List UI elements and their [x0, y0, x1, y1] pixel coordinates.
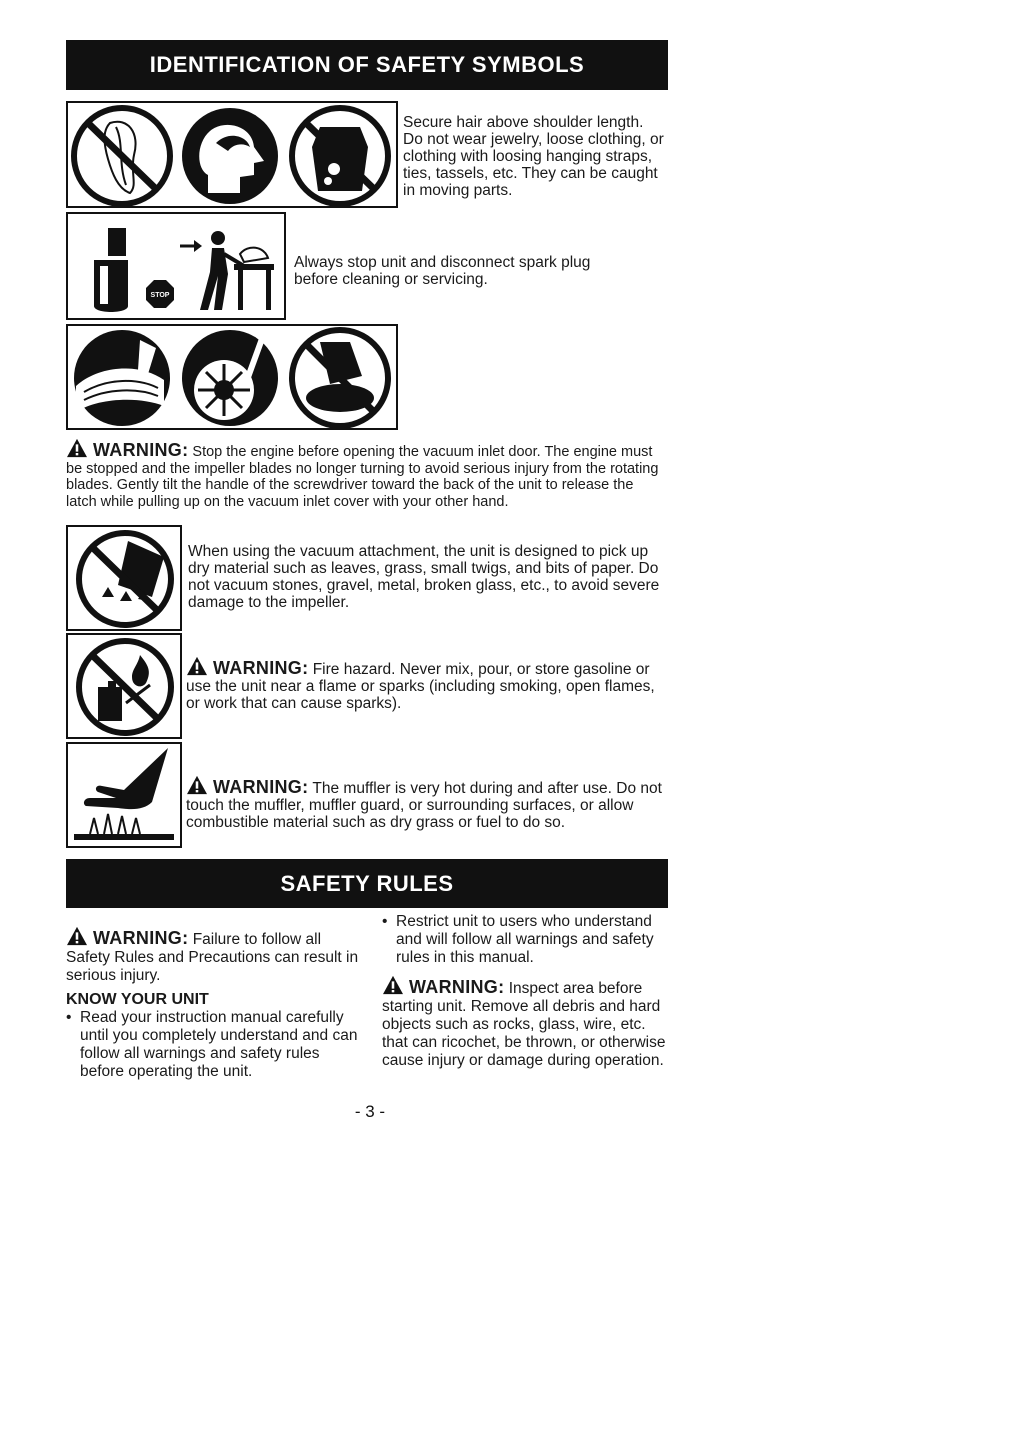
rules-warning-text: Failure to follow all Safety Rules and Precautions can result in serious injury.	[66, 931, 359, 984]
inspect-warning	[382, 975, 672, 1070]
no-jewelry-icon	[292, 108, 388, 204]
bullet-read-manual: • Read your instruction manual carefully until you completely understand and can follow all warnings and safety rules before operating the unit.	[66, 1009, 366, 1081]
warning-triangle-icon	[66, 926, 88, 946]
know-your-unit-heading: KNOW YOUR UNIT	[66, 991, 209, 1008]
stop-sign-label: STOP	[150, 292, 170, 299]
spark-plug-icon	[94, 228, 128, 312]
vacuum-material-box	[66, 525, 182, 631]
warning-label: WARNING:	[213, 658, 309, 678]
warning-label: WARNING:	[93, 928, 189, 948]
inspect-warning-text: Inspect area before starting unit. Remove all debris and hard objects such as rocks, glass, wire, etc. that can ricochet, be thrown, or otherwise cause injury or damage during operation.	[382, 980, 666, 1069]
identification-title: IDENTIFICATION OF SAFETY SYMBOLS	[149, 52, 585, 77]
muffler-warning	[186, 775, 666, 831]
hot-muffler-box	[66, 742, 182, 848]
safety-rules-title: SAFETY RULES	[280, 871, 454, 896]
rules-warning	[66, 926, 366, 985]
hair-tied-head-icon	[182, 108, 278, 204]
safety-rules-banner	[66, 859, 668, 908]
no-flame-near-fuel-icon	[79, 641, 171, 733]
vacuum-inlet-symbols-box	[66, 324, 398, 430]
no-loose-hair-icon	[74, 108, 170, 204]
vacuum-inlet-door-icon	[74, 330, 170, 426]
stop-sign-icon	[146, 280, 174, 308]
no-hand-in-inlet-icon	[292, 330, 388, 426]
disconnect-arrow-icon	[180, 240, 202, 252]
warning-triangle-icon	[66, 438, 88, 458]
bullet-restrict-users: • Restrict unit to users who understand and will follow all warnings and safety rules in this manual.	[382, 913, 672, 967]
warning-label: WARNING:	[93, 440, 189, 460]
screwdriver-impeller-icon	[182, 330, 278, 426]
hair-text: Secure hair above shoulder length. Do not wear jewelry, loose clothing, or clothing with loosing hanging straps, ties, tassels, etc. They can be caught in moving parts.	[403, 114, 664, 199]
page-number: - 3 -	[354, 1102, 386, 1121]
no-hard-objects-icon	[79, 533, 171, 625]
rules-left-column	[66, 926, 366, 1081]
stop-text: Always stop unit and disconnect spark plug before cleaning or servicing.	[294, 254, 591, 288]
fire-warning	[186, 656, 666, 712]
warning-triangle-icon	[382, 975, 404, 995]
worker-servicing-icon	[200, 231, 274, 310]
rules-right-column	[382, 913, 672, 1070]
warning-label: WARNING:	[409, 977, 505, 997]
fire-warning-text: Fire hazard. Never mix, pour, or store gasoline or use the unit near a flame or sparks (including smoking, open flames, or work that can cause sparks).	[186, 661, 655, 712]
warning-triangle-icon	[186, 775, 208, 795]
warning-triangle-icon	[186, 656, 208, 676]
identification-banner	[66, 40, 668, 90]
hot-surface-hand-icon	[74, 748, 174, 840]
hair-symbols-box	[66, 101, 398, 208]
fire-hazard-box	[66, 633, 182, 739]
vacuum-use-text: When using the vacuum attachment, the unit is designed to pick up dry material such as leaves, grass, small twigs, and bits of paper. Do not vacuum stones, gravel, metal, broken glass, etc., to avoid severe damage to the impeller.	[188, 543, 660, 611]
stop-symbol-box	[66, 212, 286, 320]
vacuum-warning-text: Stop the engine before opening the vacuum inlet door. The engine must be stopped and the impeller blades no longer turning to avoid serious injury from the rotating blades. Gently tilt the handle of the screwdriver toward the back of the unit to release the latch while pulling up on the vacuum inlet cover with your other hand.	[66, 444, 659, 510]
warning-label: WARNING:	[213, 777, 309, 797]
muffler-warning-text: The muffler is very hot during and after use. Do not touch the muffler, muffler guard, or surrounding surfaces, or allow combustible material such as dry grass or fuel to do so.	[186, 780, 662, 831]
vacuum-inlet-warning	[66, 438, 666, 510]
